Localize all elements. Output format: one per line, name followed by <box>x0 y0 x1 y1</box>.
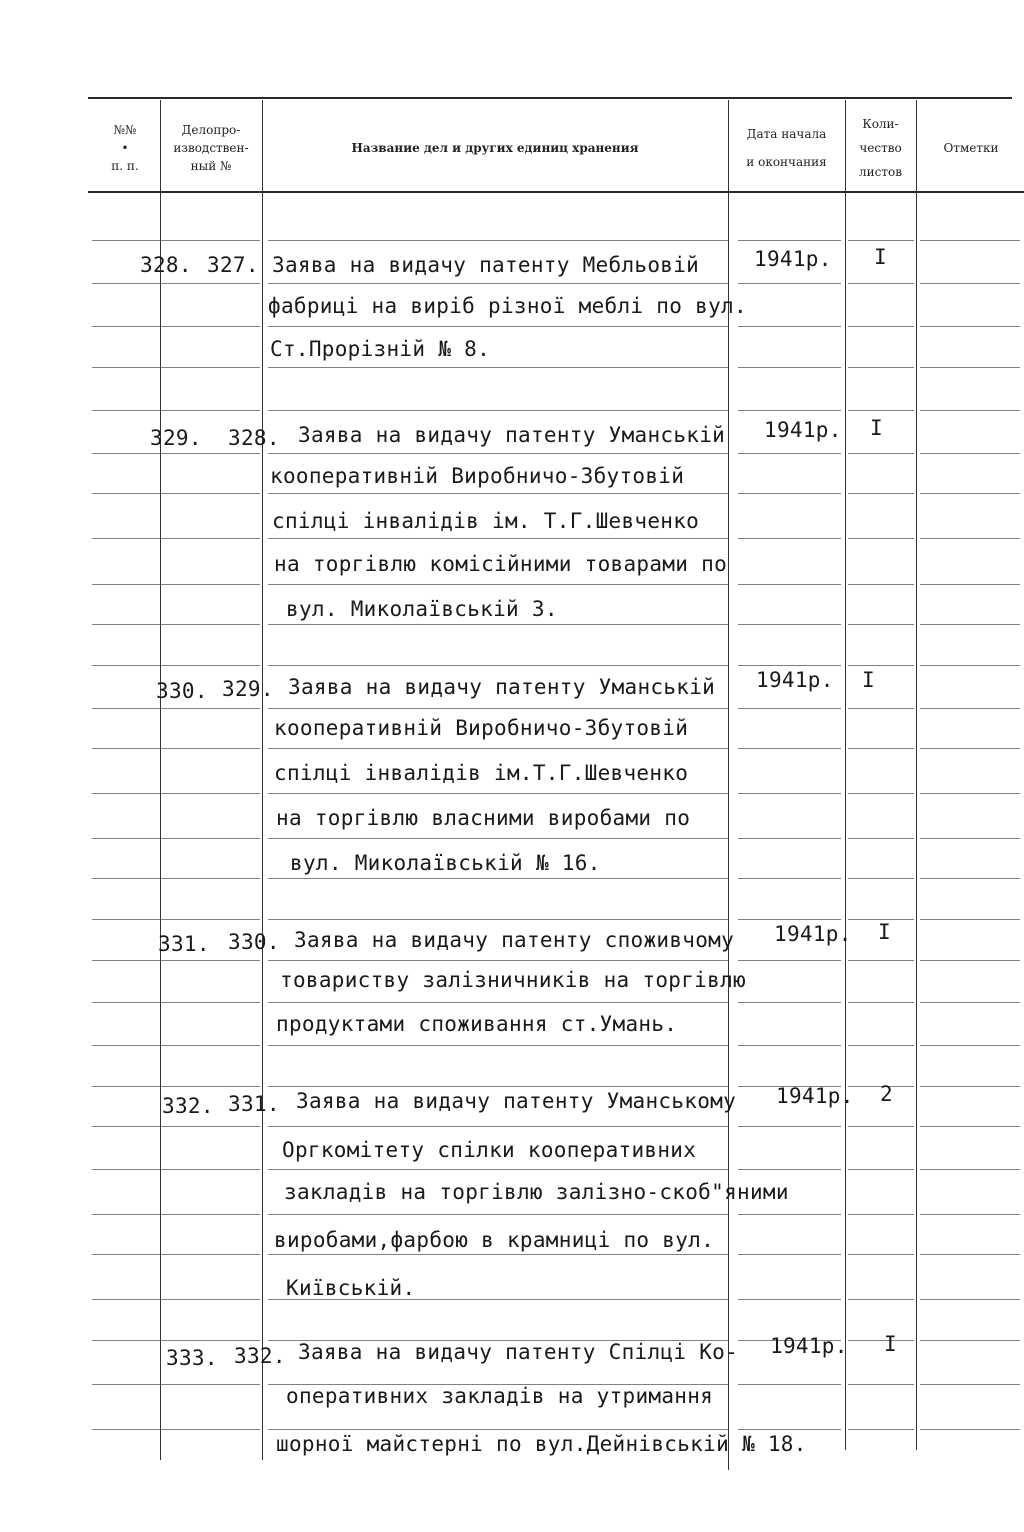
entry-title-line: продуктами споживання ст.Умань. <box>276 1012 678 1036</box>
ruled-line <box>738 960 841 961</box>
entry-title-line: товариству залізничників на торгівлю <box>280 968 746 992</box>
ruled-line <box>920 1340 1020 1341</box>
ruled-line <box>92 1340 260 1341</box>
entry-number: 330. <box>156 679 208 703</box>
ruled-line <box>268 960 728 961</box>
ruled-line <box>848 838 914 839</box>
ruled-line <box>920 1045 1020 1046</box>
entry-title-line: вул. Миколаївській № 16. <box>290 851 601 875</box>
ruled-line <box>92 708 260 709</box>
ruled-line <box>92 1126 260 1127</box>
ruled-line <box>738 1045 841 1046</box>
ruled-line <box>738 283 841 284</box>
ruled-line <box>92 1169 260 1170</box>
ruled-line <box>848 1002 914 1003</box>
ruled-line <box>920 838 1020 839</box>
entry-number: 329. <box>150 426 202 450</box>
header-number: №№ • п. п. <box>111 122 139 173</box>
ruled-line <box>268 1254 728 1255</box>
ruled-line <box>848 665 914 666</box>
ruled-line <box>920 919 1020 920</box>
ruled-line <box>920 1299 1020 1300</box>
header-sheet-count: Коли- чество листов <box>859 116 902 179</box>
ruled-line <box>848 1340 914 1341</box>
ruled-line <box>738 919 841 920</box>
ruled-line <box>848 1429 914 1430</box>
ruled-line <box>848 493 914 494</box>
ruled-line <box>92 1002 260 1003</box>
entry-sheet-count: I <box>874 245 887 269</box>
ruled-line <box>848 584 914 585</box>
ruled-line <box>848 878 914 879</box>
entry-title-line: спілці інвалідів ім.Т.Г.Шевченко <box>274 761 689 785</box>
ruled-line <box>848 708 914 709</box>
entry-date: 1941р. <box>774 922 852 946</box>
entry-date: 1941р. <box>770 1334 848 1358</box>
ruled-line <box>92 326 260 327</box>
entry-office-number: 329. <box>222 677 274 701</box>
ruled-line <box>92 283 260 284</box>
ruled-line <box>268 793 728 794</box>
ruled-line <box>920 1086 1020 1087</box>
entry-sheet-count: I <box>862 668 875 692</box>
ruled-line <box>738 838 841 839</box>
ruled-line <box>92 453 260 454</box>
ruled-line <box>92 748 260 749</box>
ruled-line <box>848 1214 914 1215</box>
entry-title-line: вул. Миколаївській 3. <box>286 597 558 621</box>
ruled-line <box>268 1214 728 1215</box>
entry-title-line: Ст.Прорізній № 8. <box>270 337 491 361</box>
ruled-line <box>920 878 1020 879</box>
ruled-line <box>738 1169 841 1170</box>
ruled-line <box>92 665 260 666</box>
entry-title-line: закладів на торгівлю залізно-скоб"яними <box>284 1180 789 1204</box>
ruled-line <box>920 283 1020 284</box>
ruled-line <box>848 283 914 284</box>
ruled-line <box>92 1384 260 1385</box>
ruled-line <box>920 326 1020 327</box>
ruled-line <box>738 1299 841 1300</box>
header-title: Название дел и других единиц хранения <box>351 140 639 155</box>
ruled-line <box>920 960 1020 961</box>
ruled-line <box>92 624 260 625</box>
ruled-line <box>92 493 260 494</box>
ruled-line <box>738 1002 841 1003</box>
ruled-line <box>92 538 260 539</box>
ruled-line <box>738 748 841 749</box>
entry-title-line: спілці інвалідів ім. Т.Г.Шевченко <box>272 509 700 533</box>
ruled-line <box>848 1169 914 1170</box>
ruled-line <box>268 838 728 839</box>
column-divider-1 <box>160 100 161 1460</box>
ruled-line <box>268 1002 728 1003</box>
ruled-line <box>848 538 914 539</box>
ruled-line <box>92 1429 260 1430</box>
ruled-line <box>848 1254 914 1255</box>
entry-title-line: Київській. <box>286 1276 416 1300</box>
ruled-line <box>738 1214 841 1215</box>
ruled-line <box>920 1126 1020 1127</box>
entry-title-line: Заява на видачу патенту споживчому <box>294 928 735 952</box>
ruled-line <box>738 665 841 666</box>
ruled-line <box>268 919 728 920</box>
ruled-line <box>920 240 1020 241</box>
ruled-line <box>920 665 1020 666</box>
ruled-line <box>738 493 841 494</box>
entry-title-line: на торгівлю власними виробами по <box>276 806 691 830</box>
header-remarks: Отметки <box>943 140 999 155</box>
ruled-line <box>920 493 1020 494</box>
entry-date: 1941р. <box>776 1084 854 1108</box>
ruled-line <box>848 367 914 368</box>
ruled-line <box>92 1045 260 1046</box>
entry-office-number: 331. <box>228 1092 280 1116</box>
ruled-line <box>738 410 841 411</box>
ruled-line <box>92 367 260 368</box>
ruled-line <box>92 1214 260 1215</box>
ruled-line <box>920 584 1020 585</box>
entry-date: 1941р. <box>764 418 842 442</box>
ruled-line <box>738 584 841 585</box>
entry-title-line: шорної майстерні по вул.Дейнівській № 18. <box>276 1432 807 1456</box>
ruled-line <box>920 748 1020 749</box>
ruled-line <box>848 793 914 794</box>
ruled-line <box>920 708 1020 709</box>
entry-office-number: 330. <box>228 930 280 954</box>
entry-sheet-count: I <box>884 1332 897 1356</box>
ruled-line <box>738 326 841 327</box>
ruled-line <box>848 240 914 241</box>
ruled-line <box>738 624 841 625</box>
ruled-line <box>268 410 728 411</box>
ruled-line <box>268 748 728 749</box>
ruled-line <box>92 878 260 879</box>
entry-date: 1941р. <box>754 247 832 271</box>
ruled-line <box>920 453 1020 454</box>
ruled-line <box>738 1126 841 1127</box>
ruled-line <box>268 624 728 625</box>
ruled-line <box>920 1214 1020 1215</box>
ruled-line <box>268 1045 728 1046</box>
ruled-line <box>848 453 914 454</box>
ruled-line <box>920 538 1020 539</box>
entry-title-line: Заява на видачу патенту Уманській <box>298 423 726 447</box>
ruled-line <box>268 708 728 709</box>
entry-title-line: фабриці на виріб різної меблі по вул. <box>268 294 747 318</box>
entry-office-number: 328. <box>228 426 280 450</box>
ruled-line <box>848 1299 914 1300</box>
ruled-line <box>848 748 914 749</box>
entry-date: 1941р. <box>756 668 834 692</box>
entry-title-line: Заява на видачу патенту Мебльовій <box>272 253 700 277</box>
ruled-line <box>92 1299 260 1300</box>
entry-title-line: Оргкомітету спілки кооперативних <box>282 1138 697 1162</box>
ruled-line <box>92 410 260 411</box>
ruled-line <box>738 793 841 794</box>
ruled-line <box>92 793 260 794</box>
header-office-number: Делопро- изводствен- ный № <box>173 122 249 173</box>
entry-sheet-count: I <box>878 920 891 944</box>
header-dates: Дата начала и окончания <box>746 126 827 169</box>
column-divider-5 <box>916 100 917 1450</box>
ruled-line <box>848 624 914 625</box>
ruled-line <box>920 1002 1020 1003</box>
ruled-line <box>92 960 260 961</box>
entry-office-number: 332. <box>234 1344 286 1368</box>
ruled-line <box>920 410 1020 411</box>
column-divider-2 <box>262 100 263 1460</box>
entry-title-line: кооперативній Виробничо-Збутовій <box>274 716 689 740</box>
entry-title-line: виробами,фарбою в крамниці по вул. <box>274 1228 715 1252</box>
ruled-line <box>268 665 728 666</box>
ruled-line <box>268 493 728 494</box>
ruled-line <box>268 1169 728 1170</box>
ruled-line <box>738 1254 841 1255</box>
ruled-line <box>268 878 728 879</box>
ruled-line <box>738 367 841 368</box>
entry-title-line: оперативних закладів на утримання <box>286 1384 714 1408</box>
ruled-line <box>92 584 260 585</box>
ruled-line <box>848 1384 914 1385</box>
ruled-line <box>268 1429 728 1430</box>
ruled-line <box>268 367 728 368</box>
ruled-line <box>920 1429 1020 1430</box>
entry-sheet-count: 2 <box>880 1082 893 1106</box>
ruled-line <box>268 1126 728 1127</box>
ruled-line <box>268 240 728 241</box>
ruled-line <box>920 1254 1020 1255</box>
ruled-line <box>848 1045 914 1046</box>
ruled-line <box>92 1254 260 1255</box>
entry-number: 332. <box>162 1094 214 1118</box>
entry-sheet-count: I <box>870 416 883 440</box>
entry-number: 333. <box>166 1346 218 1370</box>
entry-number: 331. <box>158 932 210 956</box>
ruled-line <box>920 624 1020 625</box>
ruled-line <box>268 283 728 284</box>
ruled-line <box>920 1384 1020 1385</box>
ruled-line <box>738 708 841 709</box>
ruled-line <box>738 453 841 454</box>
header-top-rule <box>88 97 1012 99</box>
ruled-line <box>268 584 728 585</box>
ruled-line <box>848 326 914 327</box>
ruled-line <box>268 538 728 539</box>
entry-title-line: на торгівлю комісійними товарами по <box>274 552 728 576</box>
ruled-line <box>738 1429 841 1430</box>
entry-title-line: Заява на видачу патенту Уманському <box>296 1089 737 1113</box>
ruled-line <box>92 838 260 839</box>
ruled-line <box>848 960 914 961</box>
ruled-line <box>92 919 260 920</box>
ruled-line <box>848 1126 914 1127</box>
entry-title-line: Заява на видачу патенту Спілці Ко- <box>298 1340 739 1364</box>
ruled-line <box>848 410 914 411</box>
entry-office-number: 327. <box>207 253 259 277</box>
ruled-line <box>92 1086 260 1087</box>
entry-title-line: кооперативній Виробничо-Збутовій <box>270 464 685 488</box>
entry-title-line: Заява на видачу патенту Уманській <box>288 675 716 699</box>
ruled-line <box>738 240 841 241</box>
ruled-line <box>268 326 728 327</box>
ruled-line <box>268 1086 728 1087</box>
ruled-line <box>738 878 841 879</box>
ruled-line <box>920 1169 1020 1170</box>
entry-number: 328. <box>140 253 192 277</box>
column-divider-4 <box>845 100 846 1450</box>
ruled-line <box>738 538 841 539</box>
header-bottom-rule <box>88 191 1024 193</box>
ruled-line <box>920 793 1020 794</box>
ruled-line <box>738 1384 841 1385</box>
ruled-line <box>920 367 1020 368</box>
ruled-line <box>268 453 728 454</box>
ruled-line <box>92 240 260 241</box>
